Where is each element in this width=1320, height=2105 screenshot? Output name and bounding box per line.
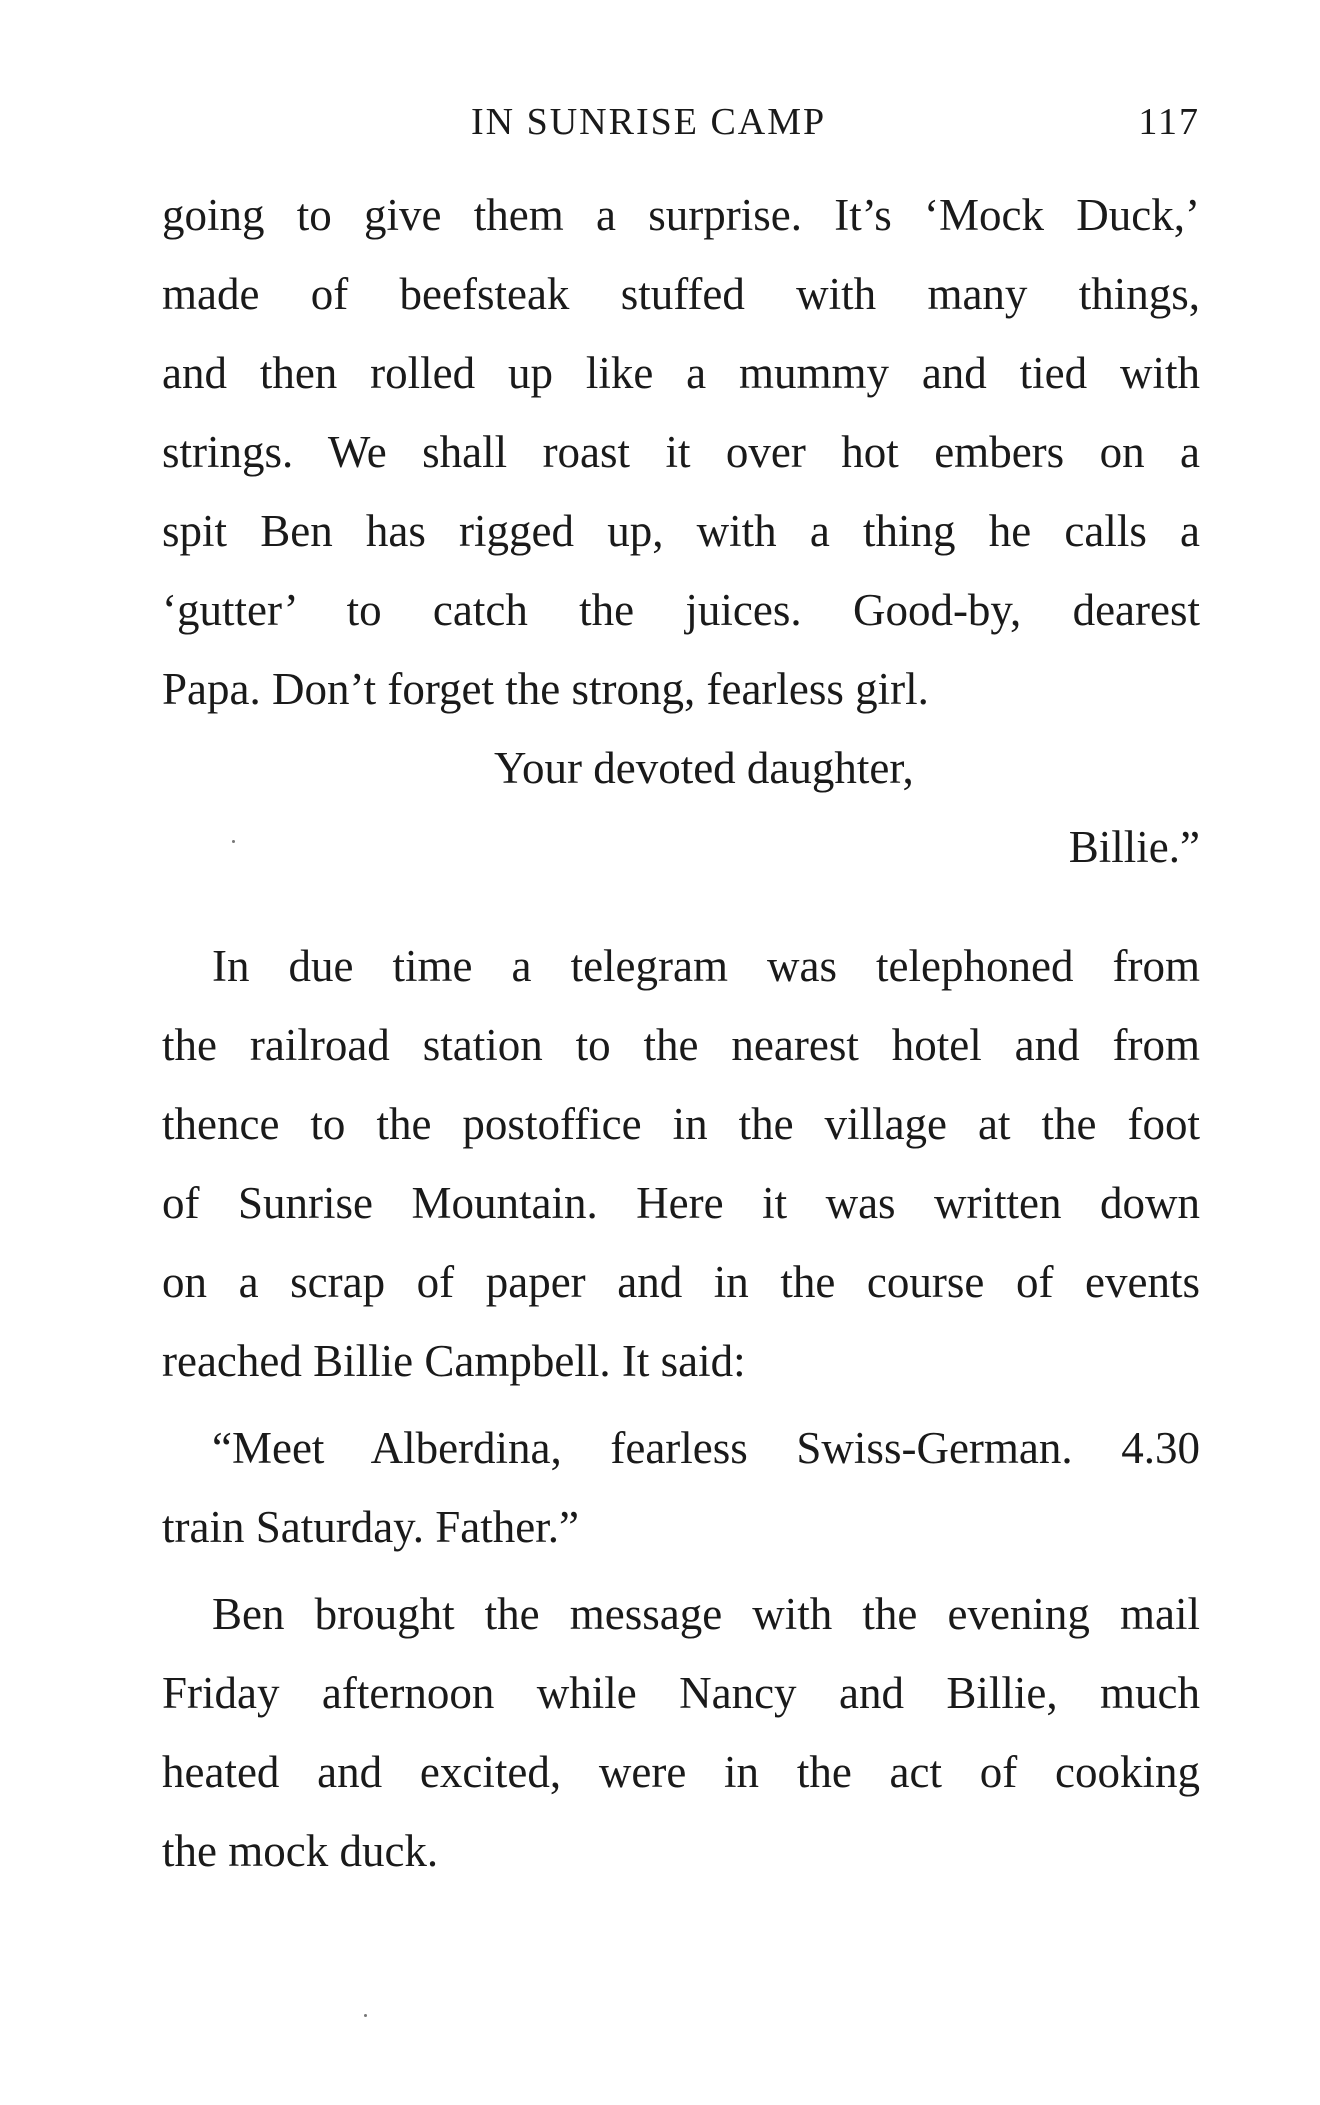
telegram-quote [162,1409,1200,1567]
paragraph-gap [162,887,1200,927]
text-line: Papa. Don’t forget the strong, fearless girl. [162,664,929,714]
text-line: train Saturday. Father.” [162,1502,579,1552]
print-speck [364,2014,367,2017]
running-title: IN SUNRISE CAMP [471,101,827,143]
paragraph-gap [162,1401,1200,1409]
letter-closing: Your devoted daughter, [494,743,914,793]
text-line: the railroad station to the nearest hotel and from [162,1020,1200,1070]
text-line: made of beefsteak stuffed with many things, [162,269,1200,319]
text-line: In due time a telegram was telephoned from [212,941,1200,991]
page-number: 117 [1138,101,1200,143]
letter-continuation [162,176,1200,887]
text-line: going to give them a surprise. It’s ‘Mock Duck,’ [162,190,1200,240]
text-line: and then rolled up like a mummy and tied with [162,348,1200,398]
text-line: heated and excited, were in the act of cooking [162,1747,1200,1797]
running-head [162,100,1200,150]
text-line: thence to the postoffice in the village at the foot [162,1099,1200,1149]
text-line: of Sunrise Mountain. Here it was written down [162,1178,1200,1228]
paragraph [162,1575,1200,1891]
paragraph [162,927,1200,1401]
text-line: on a scrap of paper and in the course of events [162,1257,1200,1307]
letter-signature: Billie.” [1068,822,1200,872]
text-line: strings. We shall roast it over hot embers on a [162,427,1200,477]
text-line: spit Ben has rigged up, with a thing he calls a [162,506,1200,556]
print-speck [232,840,235,843]
text-line: “Meet Alberdina, fearless Swiss-German. 4.30 [212,1423,1200,1473]
text-line: Ben brought the message with the evening mail [212,1589,1200,1639]
text-line: reached Billie Campbell. It said: [162,1336,746,1386]
page-body [162,176,1200,1891]
text-line: the mock duck. [162,1826,439,1876]
text-line: ‘gutter’ to catch the juices. Good-by, dearest [162,585,1200,635]
paragraph-gap [162,1567,1200,1575]
text-line: Friday afternoon while Nancy and Billie, much [162,1668,1200,1718]
